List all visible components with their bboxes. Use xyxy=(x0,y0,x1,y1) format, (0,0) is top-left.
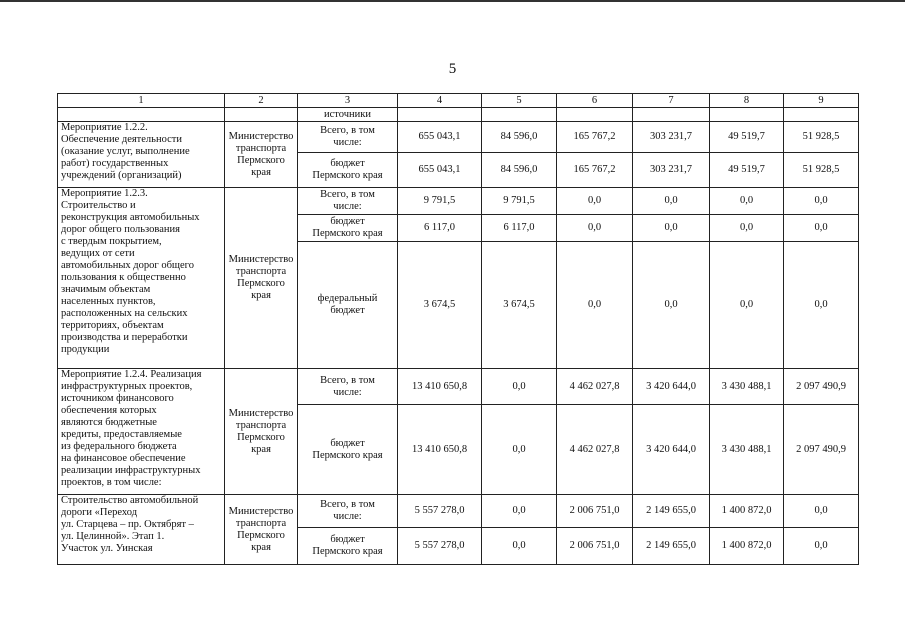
budget-table xyxy=(57,93,859,565)
value-cell: 4 462 027,8 xyxy=(557,405,633,495)
source-cell: бюджет Пермского края xyxy=(298,528,398,565)
value-cell: 2 006 751,0 xyxy=(557,495,633,528)
executor-cell: Министерство транспорта Пермского края xyxy=(225,188,298,369)
activity-name-cell: Мероприятие 1.2.3. Строительство и реконструкция автомобильных дорог общего пользования с твердым покрытием, ведущих от сети автомобильных дорог общего пользования к общественно значимым объектам населенных пунктов, расположенных на сельских территориях, объектам производства и переработки продукции xyxy=(58,188,225,369)
executor-cell: Министерство транспорта Пермского края xyxy=(225,369,298,495)
value-cell: 1 400 872,0 xyxy=(710,495,784,528)
value-cell: 165 767,2 xyxy=(557,153,633,188)
header-cell: 3 xyxy=(298,94,398,108)
source-cell: Всего, в том числе: xyxy=(298,495,398,528)
executor-cell: Министерство транспорта Пермского края xyxy=(225,495,298,565)
value-cell: 2 006 751,0 xyxy=(557,528,633,565)
value-cell: 0,0 xyxy=(557,215,633,242)
value-cell: 3 674,5 xyxy=(482,242,557,369)
value-cell: 6 117,0 xyxy=(398,215,482,242)
source-cell: федеральный бюджет xyxy=(298,242,398,369)
table-row xyxy=(58,188,859,215)
value-cell: 0,0 xyxy=(633,242,710,369)
source-cell: Всего, в том числе: xyxy=(298,369,398,405)
value-cell: 0,0 xyxy=(557,242,633,369)
header-cell: 8 xyxy=(710,94,784,108)
value-cell: 655 043,1 xyxy=(398,122,482,153)
value-cell: 3 430 488,1 xyxy=(710,369,784,405)
value-cell: 0,0 xyxy=(784,215,859,242)
header-cell: 5 xyxy=(482,94,557,108)
value-cell: 13 410 650,8 xyxy=(398,405,482,495)
header-cell: 7 xyxy=(633,94,710,108)
executor-cell: Министерство транспорта Пермского края xyxy=(225,122,298,188)
scan-edge xyxy=(0,0,905,2)
source-cell: бюджет Пермского края xyxy=(298,153,398,188)
value-cell: 0,0 xyxy=(633,188,710,215)
header-row xyxy=(58,94,859,108)
value-cell: 5 557 278,0 xyxy=(398,495,482,528)
value-cell: 0,0 xyxy=(482,405,557,495)
value-cell: 9 791,5 xyxy=(398,188,482,215)
activity-name-cell: Строительство автомобильной дороги «Переход ул. Старцева – пр. Октябрят – ул. Целинной». Этап 1. Участок ул. Уинская xyxy=(58,495,225,565)
source-cell: бюджет Пермского края xyxy=(298,215,398,242)
header-cell: 6 xyxy=(557,94,633,108)
value-cell: 0,0 xyxy=(710,215,784,242)
value-cell: 84 596,0 xyxy=(482,153,557,188)
value-cell: 0,0 xyxy=(482,495,557,528)
activity-name-cell: Мероприятие 1.2.2. Обеспечение деятельности (оказание услуг, выполнение работ) государственных учреждений (организаций) xyxy=(58,122,225,188)
page-number: 5 xyxy=(448,61,457,77)
value-cell: 3 674,5 xyxy=(398,242,482,369)
value-cell: 3 420 644,0 xyxy=(633,405,710,495)
activity-name-cell: Мероприятие 1.2.4. Реализация инфраструктурных проектов, источником финансового обеспечения которых являются бюджетные кредиты, предоставляемые из федерального бюджета на финансовое обеспечение реализации инфраструктурных проектов, в том числе: xyxy=(58,369,225,495)
table-row xyxy=(58,122,859,153)
value-cell: 0,0 xyxy=(710,188,784,215)
value-cell: 6 117,0 xyxy=(482,215,557,242)
source-cell: источники xyxy=(298,108,398,122)
value-cell: 2 097 490,9 xyxy=(784,369,859,405)
source-cell: Всего, в том числе: xyxy=(298,188,398,215)
value-cell: 49 519,7 xyxy=(710,153,784,188)
value-cell: 165 767,2 xyxy=(557,122,633,153)
value-cell: 49 519,7 xyxy=(710,122,784,153)
value-cell: 655 043,1 xyxy=(398,153,482,188)
header-cell: 1 xyxy=(58,94,225,108)
value-cell: 0,0 xyxy=(784,242,859,369)
value-cell: 0,0 xyxy=(557,188,633,215)
continuation-row xyxy=(58,108,859,122)
table-row xyxy=(58,369,859,405)
value-cell: 2 149 655,0 xyxy=(633,528,710,565)
value-cell: 84 596,0 xyxy=(482,122,557,153)
value-cell: 0,0 xyxy=(710,242,784,369)
value-cell: 13 410 650,8 xyxy=(398,369,482,405)
value-cell: 3 430 488,1 xyxy=(710,405,784,495)
value-cell: 9 791,5 xyxy=(482,188,557,215)
value-cell: 5 557 278,0 xyxy=(398,528,482,565)
value-cell: 303 231,7 xyxy=(633,153,710,188)
header-cell: 2 xyxy=(225,94,298,108)
value-cell: 2 097 490,9 xyxy=(784,405,859,495)
value-cell: 0,0 xyxy=(633,215,710,242)
value-cell: 303 231,7 xyxy=(633,122,710,153)
header-cell: 9 xyxy=(784,94,859,108)
value-cell: 51 928,5 xyxy=(784,153,859,188)
value-cell: 1 400 872,0 xyxy=(710,528,784,565)
source-cell: бюджет Пермского края xyxy=(298,405,398,495)
value-cell: 0,0 xyxy=(482,528,557,565)
value-cell: 0,0 xyxy=(482,369,557,405)
value-cell: 3 420 644,0 xyxy=(633,369,710,405)
value-cell: 51 928,5 xyxy=(784,122,859,153)
value-cell: 0,0 xyxy=(784,188,859,215)
value-cell: 2 149 655,0 xyxy=(633,495,710,528)
value-cell: 0,0 xyxy=(784,495,859,528)
table-row xyxy=(58,495,859,528)
source-cell: Всего, в том числе: xyxy=(298,122,398,153)
value-cell: 0,0 xyxy=(784,528,859,565)
header-cell: 4 xyxy=(398,94,482,108)
value-cell: 4 462 027,8 xyxy=(557,369,633,405)
